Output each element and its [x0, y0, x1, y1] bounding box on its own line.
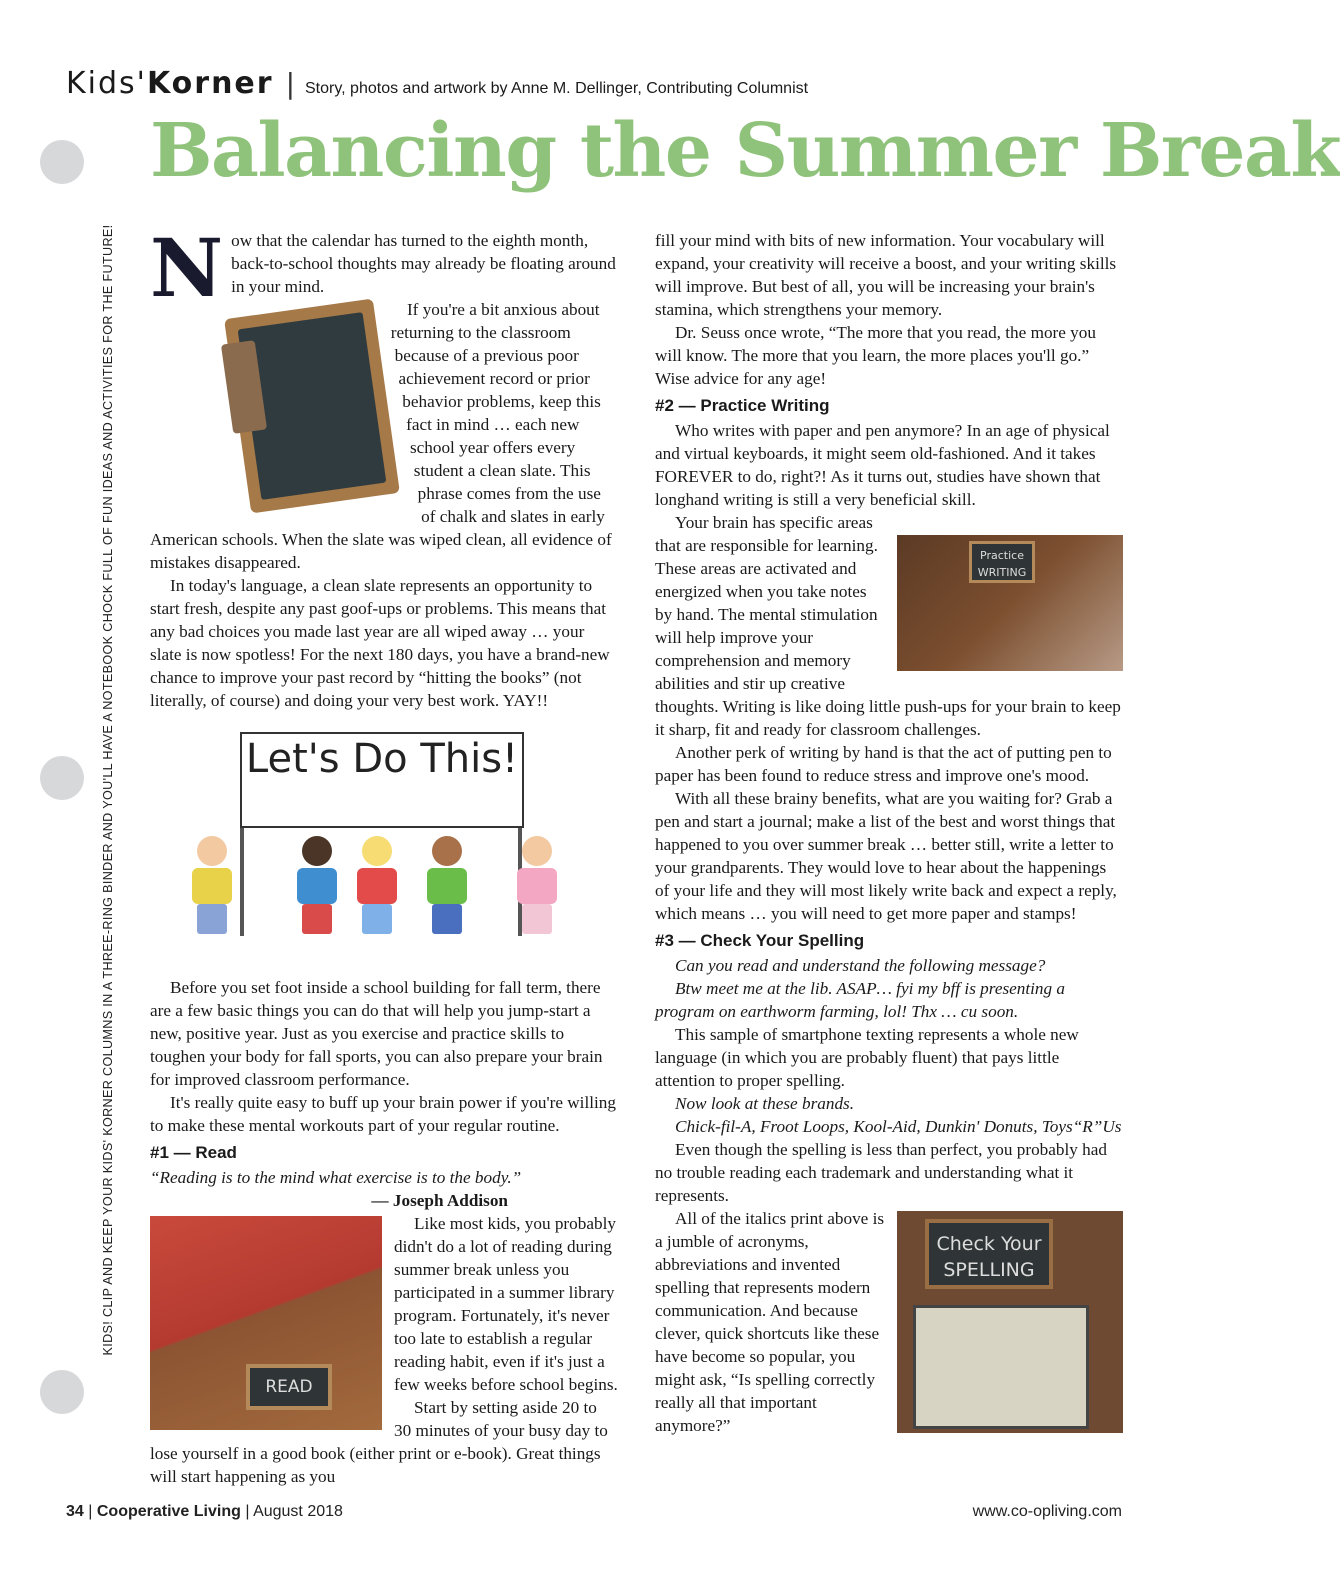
- reading-quote: “Reading is to the mind what exercise is to the body.”: [150, 1168, 522, 1187]
- intro-paragraph: Now that the calendar has turned to the eighth month, back-to-school thoughts may already be floating around in your mind.: [150, 221, 616, 315]
- writing-sign: Practice WRITING: [969, 541, 1035, 583]
- texting-sample: Btw meet me at the lib. ASAP… fyi my bff is presenting a program on earthworm farming, lol! Thx … cu soon.: [655, 979, 1065, 1021]
- read-sign: READ: [246, 1364, 332, 1410]
- heading-practice-writing: #2 — Practice Writing: [655, 396, 830, 415]
- brain-power-paragraph: It's really quite easy to buff up your brain power if you're willing to make these mental workouts part of your regular routine.: [150, 1093, 616, 1135]
- publication-name: Cooperative Living: [96, 1503, 241, 1520]
- brands-list: Chick-fil-A, Froot Loops, Kool-Aid, Dunkin' Donuts, Toys“R”Us: [675, 1117, 1122, 1136]
- clean-slate-paragraph: If you're a bit anxious about returning to the classroom because of a previous poor achievement record or prior behavior problems, keep this fact in mind … each new school year offers every student a clean slate. This phrase comes from the use of chalk and slates in early American schools. When the slate was wiped clean, all evidence of mistakes disappeared.: [150, 300, 612, 572]
- writing-photo: [897, 535, 1123, 671]
- spelling-photo: [897, 1211, 1123, 1433]
- stress-paragraph: Another perk of writing by hand is that the act of putting pen to paper has been found to reduce stress and improve one's mood.: [655, 743, 1112, 785]
- texting-paragraph: This sample of smartphone texting represents a whole new language (in which you are probably fluent) that pays little attention to proper spelling.: [655, 1025, 1079, 1090]
- lets-do-this-drawing: [150, 726, 618, 962]
- brands-intro: Now look at these brands.: [675, 1094, 855, 1113]
- scrabble-board: [913, 1305, 1089, 1429]
- trademark-paragraph: Even though the spelling is less than perfect, you probably had no trouble reading each trademark and understanding what it represents.: [655, 1140, 1107, 1205]
- banner-text: Let's Do This!: [245, 736, 519, 782]
- article-title: Balancing the Summer Break: [150, 108, 1340, 194]
- heading-read: #1 — Read: [150, 1143, 237, 1162]
- quote-author: — Joseph Addison: [371, 1191, 508, 1210]
- reading-photo: [150, 1216, 382, 1430]
- benefits-paragraph: fill your mind with bits of new information. Your vocabulary will expand, your creativity will receive a boost, and your writing skills will improve. But best of all, you will be increasing your brain's stamina, which strengthens your memory.: [655, 231, 1117, 319]
- drop-cap: N: [150, 221, 224, 315]
- binder-hole-bottom: [40, 1370, 84, 1414]
- longhand-paragraph: Who writes with paper and pen anymore? In an age of physical and virtual keyboards, it might seem old-fashioned. And it takes FOREVER to do, right?! As it turns out, studies have shown that longhand writing is still a very beneficial skill.: [655, 421, 1110, 509]
- page-number: 34: [66, 1503, 84, 1520]
- header-separator: |: [285, 67, 295, 100]
- journal-paragraph: With all these brainy benefits, what are you waiting for? Grab a pen and start a journal; make a list of the best and worst things that happened to you over summer break … better still, write a letter to your grandparents. They would love to hear about the happenings of your life and they will most likely write back and expect a reply, which means … you will need to get more paper and stamps!: [655, 789, 1117, 923]
- column-header: [66, 66, 808, 101]
- jump-start-paragraph: Before you set foot inside a school building for fall term, there are a few basic things you can do that will help you jump-start a new, positive year. Just as you exercise and practice skills to toughen your body for fall sports, you can also prepare your brain for improved classroom performance.: [150, 978, 603, 1089]
- seuss-paragraph: Dr. Seuss once wrote, “The more that you read, the more you will know. The more that you learn, the more places you'll go.” Wise advice for any age!: [655, 323, 1096, 388]
- byline: Story, photos and artwork by Anne M. Dellinger, Contributing Columnist: [305, 80, 809, 97]
- footer-publication: 34 | Cooperative Living | August 2018: [66, 1503, 343, 1520]
- binder-hole-middle: [40, 756, 84, 800]
- fresh-start-paragraph: In today's language, a clean slate represents an opportunity to start fresh, despite any past goof-ups or problems. This means that any bad choices you made last year are all wiped away … your slate is now spotless! For the next 180 days, you have a brand-new chance to improve your past record by “hitting the books” (not literally, of course) and doing your very best work. YAY!!: [150, 576, 610, 710]
- brain-areas-paragraph: Your brain has specific areas that are responsible for learning. These areas are activated and energized when you take notes by hand. The mental stimulation will help improve your comprehension and memory abilities and stir up creative thoughts. Writing is like doing little push-ups for your brain to keep it sharp, fit and ready for classroom challenges.: [655, 513, 1121, 739]
- heading-check-spelling: #3 — Check Your Spelling: [655, 931, 865, 950]
- left-column: [150, 221, 618, 1488]
- right-column: [655, 229, 1123, 1437]
- chalk-slate-photo: [227, 302, 407, 522]
- reading-time-paragraph: Start by setting aside 20 to 30 minutes of your busy day to lose yourself in a good book (either print or e-book). Great things will start happening as you: [150, 1398, 608, 1486]
- section-name: Kids'Korner: [66, 66, 274, 101]
- side-note: KIDS! CLIP AND KEEP YOUR KIDS' KORNER COLUMNS IN A THREE-RING BINDER AND YOU'LL HAVE A NOTEBOOK CHOCK FULL OF FUN IDEAS AND ACTIVITIES FOR THE FUTURE!: [101, 224, 115, 1356]
- reading-habit-paragraph: Like most kids, you probably didn't do a lot of reading during summer break unless you participated in a summer library program. Fortunately, it's never too late to establish a regular reading habit, even if it's just a few weeks before school begins.: [394, 1214, 618, 1394]
- spelling-question-paragraph: All of the italics print above is a jumble of acronyms, abbreviations and invented spelling that represents modern communication. And because clever, quick shortcuts like these have become so popular, you might ask, “Is spelling correctly really all that important anymore?”: [655, 1209, 885, 1435]
- spelling-sign: Check Your SPELLING: [925, 1219, 1053, 1289]
- issue-date: August 2018: [253, 1503, 343, 1520]
- footer-url[interactable]: www.co-opliving.com: [972, 1503, 1122, 1520]
- texting-question: Can you read and understand the following message?: [675, 956, 1046, 975]
- binder-hole-top: [40, 140, 84, 184]
